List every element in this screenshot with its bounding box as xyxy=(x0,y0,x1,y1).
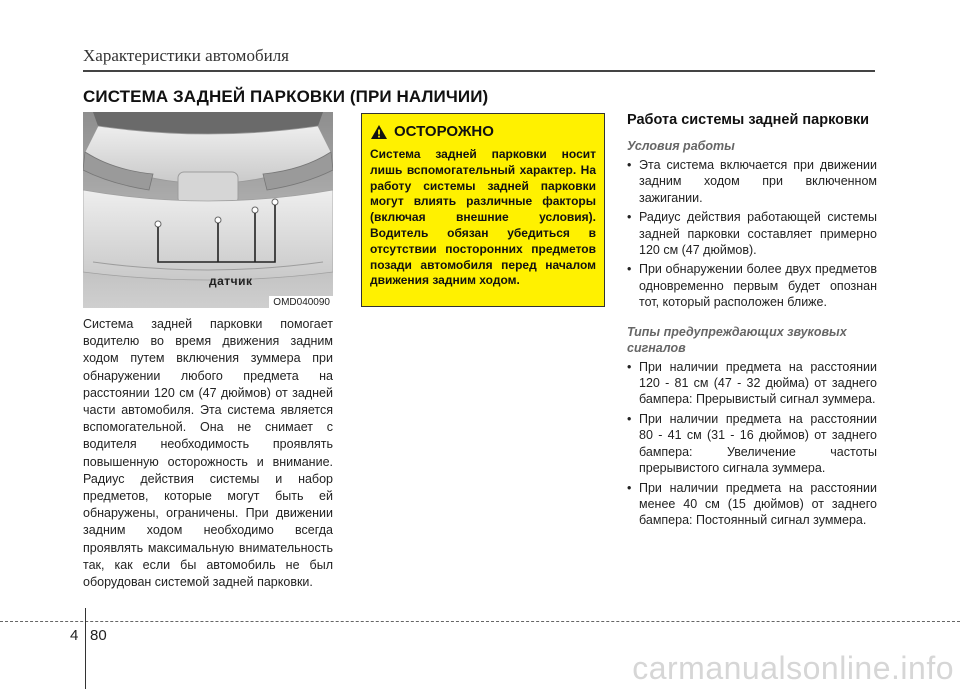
footer-vertical-rule xyxy=(85,608,86,689)
page-number: 80 xyxy=(90,627,107,644)
warning-text: Система задней парковки носит лишь вспомогательный характер. На работу системы задней парковки могут влиять различные факторы (включая внешние условия). Водитель обязан убедиться в отсутствии посторонних предметов позади автомобиля перед началом движения задним ходом. xyxy=(370,147,596,288)
list-item: • При наличии предмета на расстоянии менее 40 см (15 дюймов) от заднего бампера: Постоянный сигнал зуммера. xyxy=(627,480,877,529)
list-item: • При обнаружении более двух предметов одновременно первым будет опознан тот, который расположен ближе. xyxy=(627,261,877,310)
operation-title: Работа системы задней парковки xyxy=(627,112,870,128)
warning-triangle-icon xyxy=(370,124,388,140)
signals-heading: Типы предупреждающих звуковых сигналов xyxy=(627,324,847,355)
header-rule xyxy=(83,70,875,72)
intro-paragraph: Система задней парковки помогает водителю во время движения задним ходом путем включения зуммера при обнаружении любого предмета на расстоянии 120 см (47 дюймов) от задней части автомобиля. Эта система является вспомогательной. Она не снимает с водителя необходимость проявлять повышенную осторожность и внимание. Радиус действия системы и набор предметов, которые могут быть ей обнаружены, ограничены. При движении задним ходом необходимо всегда проявлять максимальную внимательность так, как если бы автомобиль не был оборудован системой задней парковки. xyxy=(83,317,333,590)
section-title: СИСТЕМА ЗАДНЕЙ ПАРКОВКИ (ПРИ НАЛИЧИИ) xyxy=(83,87,489,106)
right-column xyxy=(627,112,877,532)
signals-list xyxy=(627,359,877,529)
conditions-heading: Условия работы xyxy=(627,139,735,153)
car-rear-drawing xyxy=(83,112,333,308)
chapter-number: 4 xyxy=(70,627,79,644)
figure-code: OMD040090 xyxy=(269,296,333,308)
sensor-label: датчик xyxy=(209,274,253,288)
list-item: • Радиус действия работающей системы задней парковки составляет примерно 120 см (47 дюймов). xyxy=(627,209,877,258)
list-item: • Эта система включается при движении задним ходом при включенном зажигании. xyxy=(627,157,877,206)
list-item: • При наличии предмета на расстоянии 120 - 81 см (47 - 32 дюйма) от заднего бампера: Прерывистый сигнал зуммера. xyxy=(627,359,877,408)
list-item: • При наличии предмета на расстоянии 80 - 41 см (31 - 16 дюймов) от заднего бампера: Увеличение частоты прерывистого сигнала зуммера. xyxy=(627,411,877,477)
rear-bumper-illustration xyxy=(83,112,333,308)
footer-divider xyxy=(0,621,960,622)
warning-title: ОСТОРОЖНО xyxy=(394,123,494,140)
conditions-list xyxy=(627,157,877,311)
running-header: Характеристики автомобиля xyxy=(83,46,289,65)
warning-box xyxy=(361,113,605,307)
watermark: carmanualsonline.info xyxy=(632,650,954,686)
